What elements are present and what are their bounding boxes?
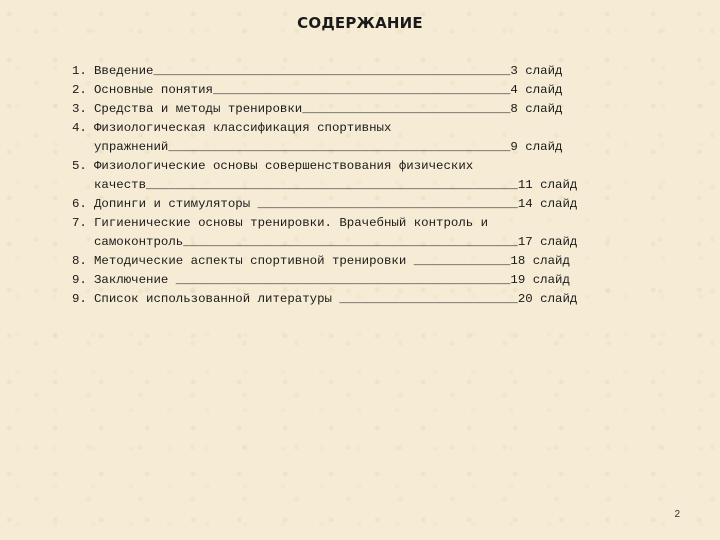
page-title: СОДЕРЖАНИЕ — [297, 14, 423, 32]
toc-item-number: 9. — [72, 292, 87, 306]
toc-item — [72, 195, 577, 214]
toc-item — [72, 81, 577, 100]
toc-item-number: 8. — [72, 254, 87, 268]
toc-item-text: Гигиенические основы тренировки. Врачебный контроль и самоконтроль_____________________________________________17 слайд — [94, 216, 578, 249]
toc-item-number: 7. — [72, 216, 87, 230]
toc-item-text: Основные понятия________________________________________4 слайд — [94, 83, 563, 97]
toc-item-number: 2. — [72, 83, 87, 97]
toc-item-text: Заключение _____________________________________________19 слайд — [94, 273, 570, 287]
page-number: 2 — [674, 509, 680, 520]
table-of-contents — [72, 62, 577, 309]
toc-item-number: 1. — [72, 64, 87, 78]
toc-item-number: 4. — [72, 121, 87, 135]
toc-item-number: 3. — [72, 102, 87, 116]
toc-item-text: Методические аспекты спортивной тренировки _____________18 слайд — [94, 254, 570, 268]
toc-item-number: 5. — [72, 159, 87, 173]
toc-item — [72, 157, 577, 195]
toc-item-number: 9. — [72, 273, 87, 287]
toc-item-text: Допинги и стимуляторы ___________________________________14 слайд — [94, 197, 578, 211]
toc-item — [72, 290, 577, 309]
toc-item-text: Введение________________________________________________3 слайд — [94, 64, 563, 78]
toc-item — [72, 252, 577, 271]
toc-item-text: Физиологическая классификация спортивных упражнений______________________________________________9 слайд — [94, 121, 563, 154]
toc-item — [72, 119, 577, 157]
toc-item — [72, 271, 577, 290]
toc-item-text: Список использованной литературы ________________________20 слайд — [94, 292, 578, 306]
toc-item-text: Средства и методы тренировки____________________________8 слайд — [94, 102, 563, 116]
toc-item — [72, 214, 577, 252]
toc-item — [72, 62, 577, 81]
toc-item-text: Физиологические основы совершенствования физических качеств__________________________________________________11 слайд — [94, 159, 578, 192]
toc-item — [72, 100, 577, 119]
toc-item-number: 6. — [72, 197, 87, 211]
